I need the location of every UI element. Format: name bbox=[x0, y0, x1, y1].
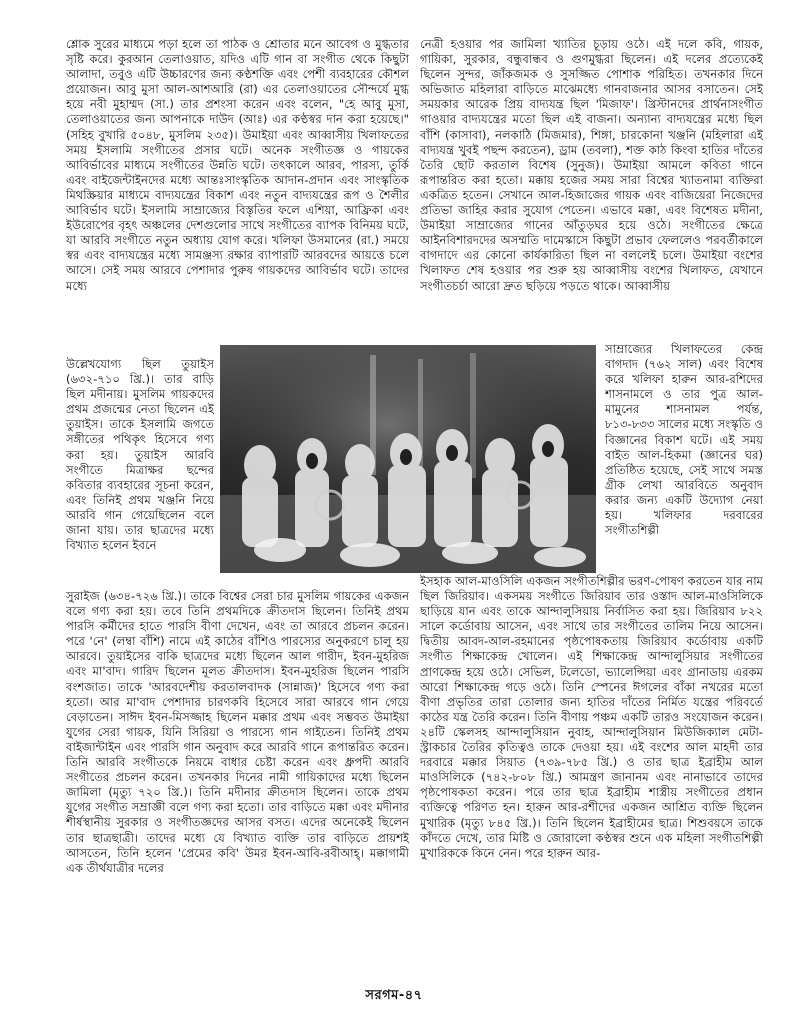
photo-illustration bbox=[220, 345, 596, 573]
left-column-bottom-text bbox=[66, 589, 409, 979]
paragraph: ইসহাক আল-মাওসিলি একজন সংগীতশিল্পীর ভরণ-পোষণ করতেন যার নাম ছিল জিরিয়াব। একসময় সংগীতে জিরিয়াব তার ওস্তাদ আল-মাওসিলিকে ছাড়িয়ে যান এবং তাকে আন্দালুসিয়ায় নির্বাসিত করা হয়। জিরিয়াব ৮২২ সালে কর্ডোবায় আসেন, এবং সাথে তার সংগীতের তালিম নিয়ে আসেন। দ্বিতীয় আবদ-আল-রহমানের পৃষ্ঠপোষকতায় জিরিয়াব কর্ডোবায় একটি সংগীত শিক্ষাকেন্দ্র খোলেন। এই শিক্ষাকেন্দ্র আন্দালুসিয়ার সংগীতের প্রাণকেন্দ্র হয়ে ওঠে। সেভিল, টলেডো, ভ্যালেন্সিয়া এবং গ্রানাডায় এরকম আরো শিক্ষাকেন্দ্র গড়ে ওঠে। তিনি স্পেনের ঈগলের বাঁকা নখরের মতো বীণা প্রভৃতির তারা তোলার জন্য হাতির দাঁতের নির্মিত যন্ত্রের পরিবর্তে কাঠের যন্ত্র তৈরি করেন। তিনি বীণায় পঞ্চম একটি তারও সংযোজন করেন। ২৪টি স্কেলসহ আন্দালুসিয়ান নুবাহ, আন্দালুসিয়ান মিউজিক্যাল মেটা-স্ট্রাকচার তৈরির কৃতিত্বও তাকে দেওয়া হয়। এই বংশের আল মাহদী তার দরবারে মক্কার সিয়াত (৭৩৯-৭৮৫ খ্রি.) ও তার ছাত্র ইব্রাহীম আল মাওসিলিকে (৭৪২-৮০৮ খ্রি.) আমন্ত্রণ জানানম এবং নানাভাবে তাদের পৃষ্ঠপোষকতা করেন। পরে তার ছাত্র ইব্রাহীম শাস্ত্রীয় সংগীতের প্রধান ব্যক্তিত্বে পরিণত হন। হারুন আর-রশীদের একজন আশ্রিত ব্যক্তি ছিলেন মুখারিক (মৃত্যু ৮৪৫ খ্রি.)। তিনি ছিলেন ইব্রাহীমের ছাত্র। শিশুবয়সে তাকে কাঁদতে দেখে, তার মিষ্টি ও জোরালো কণ্ঠস্বর শুনে এক মহিলা সংগীতশিল্পী মুখারিককে কিনে নেন। পরে হারুন আর- bbox=[420, 574, 763, 860]
page-number: সরগম-৪৭ bbox=[365, 988, 423, 1003]
right-column-wrap-text bbox=[605, 342, 763, 574]
paragraph: শ্লোক সুরের মাধ্যমে পড়া হলে তা পাঠক ও শ্রোতার মনে আবেগ ও মুগ্ধতার সৃষ্টি করে। কুরআন তেলাওয়াত, যদিও এটি গান বা সংগীত থেকে কিছুটা আলাদা, তবুও এটি উচ্চারণের জন্য কণ্ঠশক্তি এবং পেশী ব্যবহারের কৌশল প্রয়োজন। আবু মুসা আল-আশআরি (রা) এর তেলাওয়াতের সৌন্দর্যে মুগ্ধ হয়ে নবী মুহাম্মদ (সা.) তার প্রশংসা করেন এবং বলেন, "হে আবু মুসা, তেলাওয়াতের জন্য আপনাকে দাউদ (আঃ) এর কণ্ঠস্বর দান করা হয়েছে।" (সহিহ বুখারি ৫০৪৮, মুসলিম ২৩৫)। উমাইয়া এবং আব্বাসীয় খিলাফতের সময় ইসলামি সংগীতের প্রসার ঘটে। অনেক সংগীতজ্ঞ ও গায়কের আবির্ভাবের মাধ্যমে সংগীতের উন্নতি ঘটে। তৎকালে আরব, পারস্য, তুর্কি এবং বাইজেন্টাইনদের মধ্যে আন্তঃসাংস্কৃতিক আদান-প্রদান এবং সাংস্কৃতিক মিথস্ক্রিয়ার মাধ্যমে বাদ্যযন্ত্রের বিকাশ এবং নতুন বাদ্যযন্ত্রের রূপ ও শৈলীর আবির্ভাব ঘটে। ইসলামি সাম্রাজ্যের বিস্তৃতির ফলে এশিয়া, আফ্রিকা এবং ইউরোপের বৃহৎ অঞ্চলের দেশগুলোর সাথে সংগীতের ব্যাপক বিনিময় ঘটে, যা আরবি সংগীতে নতুন অধ্যায় যোগ করে। খলিফা উসমানের (রা.) সময়ে স্বর এবং বাদ্যযন্ত্রের মধ্যে সামঞ্জস্য রক্ষার ব্যাপারটি আরবদের আয়ত্তে চলে আসে। সেই সময় আরবে পেশাদার পুরুষ গায়কদের আবির্ভাব ঘটে। তাদের মধ্যে bbox=[66, 37, 409, 293]
paragraph: নেত্রী হওয়ার পর জামিলা খ্যাতির চূড়ায় ওঠে। এই দলে কবি, গায়ক, গায়িকা, সুরকার, বন্ধুবান্ধব ও গুণমুগ্ধরা ছিলেন। এই দলের প্রত্যেকেই ছিলেন সুন্দর, জাঁকজমক ও সুসজ্জিত পোশাক পরিহিত। তখনকার দিনে অভিজাত মহিলারা বাড়িতে মাঝেমধ্যে গানবাজনার আসর বসাতেন। সেই সময়কার আরেক প্রিয় বাদ্যযন্ত্র ছিল 'মিজাফ'। খ্রিস্টানদের প্রার্থনাসংগীত গাওয়ার বাদ্যযন্ত্রের মতো ছিল এই বাজনা। অন্যান্য বাদ্যযন্ত্রের মধ্যে ছিল বাঁশি (কাসাবা), নলকাঠি (মিজমার), শিঙ্গা, চারকোনা খঞ্জনি (মহিলারা এই বাদ্যযন্ত্র খুবই পছন্দ করতেন), ড্রাম (তবলা), শক্ত কাঠ কিংবা হাতির দাঁতের তৈরি ছোট করতাল বিশেষ (সুনুজ)। উমাইয়া আমলে কবিতা গানে রূপান্তরিত করা হতো। মক্কায় হজের সময় সারা বিশ্বের খ্যাতনামা ব্যক্তিরা একত্রিত হতেন। সেখানে আল-হিজাজের গায়ক এবং বাজিয়েরা নিজেদের প্রতিভা জাহির করার সুযোগ পেতেন। এভাবে মক্কা, এবং বিশেষত মদীনা, উমাইয়া সাম্রাজ্যের গানের আঁতুড়ঘর হয়ে ওঠে। সংগীতের ক্ষেত্রে আইনবিশারদদের অসম্মতি দামেস্কাসে কিছুটা প্রভাব ফেললেও পরবর্তীকালে বাগদাদে এর কোনো কার্যকারিতা ছিল না বললেই চলে। উমাইয়া বংশের খিলাফত শেষ হওয়ার পর শুরু হয় আব্বাসীয় বংশের খিলাফত, যেখানে সংগীতচর্চা আরো দ্রুত ছড়িয়ে পড়তে থাকে। আব্বাসীয় bbox=[420, 37, 763, 293]
right-column-bottom-text bbox=[420, 574, 763, 979]
paragraph: সাম্রাজ্যের খিলাফতের কেন্দ্র বাগদাদ (৭৬২ সাল) এবং বিশেষ করে খলিফা হারুন আর-রশিদের শাসনামলে ও তার পুত্র আল-মামুনের শাসনামল পর্যন্ত, ৮১৩-৮৩৩ সালের মধ্যে সংস্কৃতি ও বিজ্ঞানের বিকাশ ঘটে। এই সময় বাইত আল-হিকমা (জ্ঞানের ঘর) প্রতিষ্ঠিত হয়েছে, সেই সাথে সমস্ত গ্রীক লেখা আরবিতে অনুবাদ করার জন্য একটি উদ্যোগ নেয়া হয়। খলিফার দরবারের সংগীতশিল্পী bbox=[605, 342, 763, 538]
left-column-top-text bbox=[66, 37, 409, 357]
left-column-wrap-text bbox=[66, 357, 214, 589]
musicians-photo bbox=[220, 345, 596, 573]
right-column-top-text bbox=[420, 37, 763, 342]
paragraph: সুরাইজ (৬৩৪-৭২৬ খ্রি.)। তাকে বিশ্বের সেরা চার মুসলিম গায়কের একজন বলে গণ্য করা হয়। তবে তিনি প্রথমদিকে ক্রীতদাস ছিলেন। তিনিই প্রথম পারসি কর্মীদের হাতে পারসি বীণা দেখেন, এবং তা আরবে প্রচলন করেন। পরে 'নে' (লম্বা বাঁশি) নামে এই কাঠের বাঁশিও পারস্যের অনুকরণে চালু হয় আরবে। তুয়াইসের বাকি ছাত্রদের মধ্যে ছিলেন আল গারীদ, ইবন-মুহরিজ এবং মা'বাদ। গারিদ ছিলেন মূলত ক্রীতদাস। ইবন-মুহরিজ ছিলেন পারসি বংশজাত। তাকে 'আরবদেশীয় করতালবাদক (সান্নাজ)' হিসেবে গণ্য করা হতো। আর মা'বাদ পেশাদার চারণকবি হিসেবে সারা আরবে গান গেয়ে বেড়াতেন। সাঈদ ইবন-মিসজ্জাহ ছিলেন মক্কার প্রথম এবং সম্ভবত উমাইয়া যুগের সেরা গায়ক, যিনি সিরিয়া ও পারস্যে গান গাইতেন। তিনিই প্রথম বাইজান্টাইন এবং পারসি গান অনুবাদ করে আরবি গানে রূপান্তরিত করেন। তিনি আরবি সংগীতকে নিয়মে বাধার চেষ্টা করেন এবং ধ্রুপদী আরবি সংগীতের প্রচলন করেন। তখনকার দিনের নামী গায়িকাদের মধ্যে ছিলেন জামিলা (মৃত্যু ৭২০ খ্রি.)। তিনি মদীনার ক্রীতদাস ছিলেন। তাকে প্রথম যুগের সংগীত সম্রাজ্ঞী বলে গণ্য করা হতো। তার বাড়িতে মক্কা এবং মদীনার শীর্ষস্থানীয় সুরকার ও সংগীতজ্ঞদের আসর বসত। এদের অনেকেই ছিলেন তার ছাত্রছাত্রী। তাদের মধ্যে যে বিখ্যাত ব্যক্তি তার বাড়িতে প্রায়শই আসতেন, তিনি হলেন 'প্রেমের কবি' উমর ইবন-আবি-রবীআহ্। মক্কাগামী এক তীর্থযাত্রীর দলের bbox=[66, 589, 409, 875]
paragraph: উল্লেখযোগ্য ছিল তুয়াইস (৬৩২-৭১০ খ্রি.)। তার বাড়ি ছিল মদীনায়। মুসলিম গায়কদের প্রথম প্রজন্মের নেতা ছিলেন এই তুয়াইস। তাকে ইসলামি জগতে সঙ্গীতের পথিকৃৎ হিসেবে গণ্য করা হয়। তুয়াইস আরবি সংগীতে মিত্রাক্ষর ছন্দের কবিতার ব্যবহারের সূচনা করেন, এবং তিনিই প্রথম খঞ্জনি নিয়ে আরবি গান গেয়েছিলেন বলে জানা যায়। তার ছাত্রদের মধ্যে বিখ্যাত হলেন ইবনে bbox=[66, 357, 214, 553]
